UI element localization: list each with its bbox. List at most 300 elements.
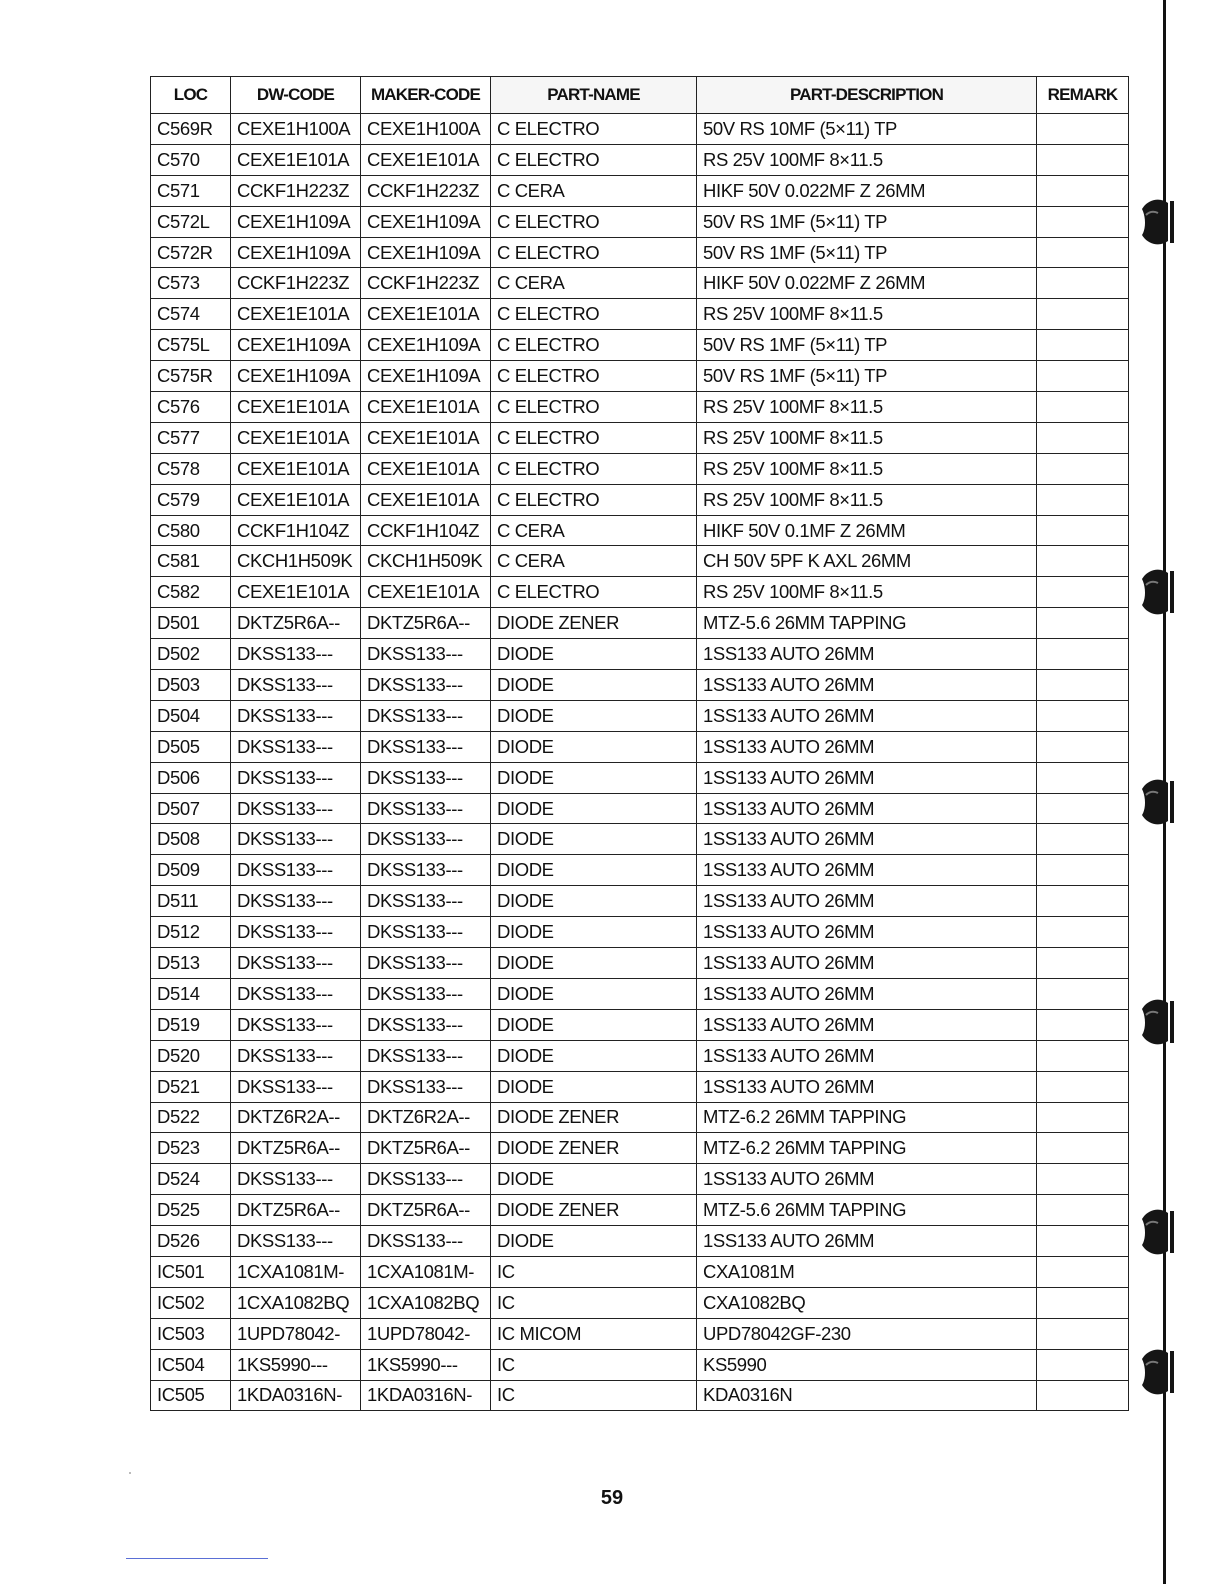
cell-dw-code: DKSS133--- — [231, 978, 361, 1009]
table-row — [151, 206, 1129, 237]
cell-maker-code: DKSS133--- — [361, 948, 491, 979]
cell-maker-code: DKSS133--- — [361, 886, 491, 917]
cell-part-name: C CERA — [491, 268, 697, 299]
cell-maker-code: CEXE1E101A — [361, 299, 491, 330]
cell-maker-code: CEXE1E101A — [361, 484, 491, 515]
col-header-part-name: PART-NAME — [491, 77, 697, 114]
cell-maker-code: DKSS133--- — [361, 1040, 491, 1071]
cell-maker-code: CEXE1E101A — [361, 392, 491, 423]
cell-maker-code: 1KS5990--- — [361, 1349, 491, 1380]
cell-maker-code: CEXE1E101A — [361, 577, 491, 608]
cell-dw-code: CEXE1E101A — [231, 299, 361, 330]
table-row — [151, 1133, 1129, 1164]
cell-part-name: C ELECTRO — [491, 361, 697, 392]
cell-maker-code: DKTZ5R6A-- — [361, 1133, 491, 1164]
table-row — [151, 824, 1129, 855]
cell-loc: D513 — [151, 948, 231, 979]
cell-maker-code: DKSS133--- — [361, 1164, 491, 1195]
cell-loc: D521 — [151, 1071, 231, 1102]
cell-part-description: CXA1082BQ — [697, 1287, 1037, 1318]
cell-loc: C577 — [151, 422, 231, 453]
cell-dw-code: DKSS133--- — [231, 700, 361, 731]
cell-dw-code: 1CXA1081M- — [231, 1256, 361, 1287]
cell-loc: C576 — [151, 392, 231, 423]
cell-remark — [1037, 577, 1129, 608]
cell-maker-code: CCKF1H223Z — [361, 175, 491, 206]
cell-remark — [1037, 1256, 1129, 1287]
cell-part-description: MTZ-5.6 26MM TAPPING — [697, 608, 1037, 639]
cell-part-description: RS 25V 100MF 8×11.5 — [697, 453, 1037, 484]
table-row — [151, 268, 1129, 299]
cell-part-description: 1SS133 AUTO 26MM — [697, 731, 1037, 762]
table-row — [151, 453, 1129, 484]
cell-loc: IC502 — [151, 1287, 231, 1318]
table-row — [151, 762, 1129, 793]
cell-loc: C581 — [151, 546, 231, 577]
cell-dw-code: CEXE1E101A — [231, 484, 361, 515]
cell-remark — [1037, 515, 1129, 546]
cell-part-name: DIODE — [491, 639, 697, 670]
table-row — [151, 515, 1129, 546]
cell-maker-code: DKSS133--- — [361, 762, 491, 793]
cell-part-description: 50V RS 1MF (5×11) TP — [697, 330, 1037, 361]
table-row — [151, 1102, 1129, 1133]
cell-remark — [1037, 793, 1129, 824]
table-row — [151, 546, 1129, 577]
parts-list-table — [150, 76, 1129, 1411]
table-row — [151, 886, 1129, 917]
cell-remark — [1037, 731, 1129, 762]
cell-remark — [1037, 1133, 1129, 1164]
cell-part-description: CH 50V 5PF K AXL 26MM — [697, 546, 1037, 577]
cell-part-description: 1SS133 AUTO 26MM — [697, 1040, 1037, 1071]
cell-dw-code: DKSS133--- — [231, 731, 361, 762]
cell-loc: D506 — [151, 762, 231, 793]
binder-ring-icon — [1138, 995, 1178, 1049]
cell-part-description: 1SS133 AUTO 26MM — [697, 855, 1037, 886]
cell-part-name: IC — [491, 1349, 697, 1380]
cell-dw-code: DKSS133--- — [231, 1164, 361, 1195]
cell-remark — [1037, 1071, 1129, 1102]
cell-loc: D505 — [151, 731, 231, 762]
cell-remark — [1037, 670, 1129, 701]
cell-part-description: 1SS133 AUTO 26MM — [697, 917, 1037, 948]
cell-dw-code: DKSS133--- — [231, 886, 361, 917]
cell-dw-code: CEXE1E101A — [231, 422, 361, 453]
cell-maker-code: DKTZ5R6A-- — [361, 1195, 491, 1226]
cell-remark — [1037, 1318, 1129, 1349]
table-row — [151, 422, 1129, 453]
table-row — [151, 577, 1129, 608]
table-row — [151, 639, 1129, 670]
binder-ring-icon — [1138, 775, 1178, 829]
cell-loc: D507 — [151, 793, 231, 824]
cell-part-description: MTZ-6.2 26MM TAPPING — [697, 1133, 1037, 1164]
cell-part-name: C ELECTRO — [491, 144, 697, 175]
table-row — [151, 1349, 1129, 1380]
col-header-part-description: PART-DESCRIPTION — [697, 77, 1037, 114]
cell-loc: C582 — [151, 577, 231, 608]
cell-remark — [1037, 392, 1129, 423]
cell-loc: C572R — [151, 237, 231, 268]
cell-remark — [1037, 1349, 1129, 1380]
cell-maker-code: DKSS133--- — [361, 700, 491, 731]
cell-part-name: DIODE — [491, 917, 697, 948]
cell-loc: C574 — [151, 299, 231, 330]
cell-remark — [1037, 917, 1129, 948]
cell-dw-code: 1KS5990--- — [231, 1349, 361, 1380]
cell-dw-code: DKTZ5R6A-- — [231, 608, 361, 639]
cell-part-description: 1SS133 AUTO 26MM — [697, 793, 1037, 824]
cell-dw-code: DKSS133--- — [231, 917, 361, 948]
cell-remark — [1037, 1195, 1129, 1226]
cell-dw-code: DKSS133--- — [231, 948, 361, 979]
binder-ring-icon — [1138, 1205, 1178, 1259]
cell-part-description: 1SS133 AUTO 26MM — [697, 670, 1037, 701]
cell-maker-code: CEXE1E101A — [361, 144, 491, 175]
cell-part-description: UPD78042GF-230 — [697, 1318, 1037, 1349]
cell-dw-code: DKSS133--- — [231, 1071, 361, 1102]
cell-part-description: HIKF 50V 0.022MF Z 26MM — [697, 175, 1037, 206]
cell-remark — [1037, 330, 1129, 361]
cell-maker-code: CCKF1H223Z — [361, 268, 491, 299]
cell-part-name: DIODE — [491, 700, 697, 731]
cell-dw-code: DKSS133--- — [231, 1040, 361, 1071]
cell-dw-code: CCKF1H104Z — [231, 515, 361, 546]
cell-part-name: C CERA — [491, 546, 697, 577]
cell-part-name: DIODE — [491, 1164, 697, 1195]
cell-remark — [1037, 886, 1129, 917]
cell-dw-code: CEXE1E101A — [231, 144, 361, 175]
cell-part-description: 50V RS 1MF (5×11) TP — [697, 206, 1037, 237]
cell-remark — [1037, 978, 1129, 1009]
cell-maker-code: DKSS133--- — [361, 1009, 491, 1040]
table-row — [151, 484, 1129, 515]
cell-part-name: IC — [491, 1287, 697, 1318]
cell-maker-code: CCKF1H104Z — [361, 515, 491, 546]
table-row — [151, 978, 1129, 1009]
cell-dw-code: CEXE1H109A — [231, 330, 361, 361]
cell-part-name: C ELECTRO — [491, 484, 697, 515]
cell-part-description: 1SS133 AUTO 26MM — [697, 978, 1037, 1009]
cell-part-description: 1SS133 AUTO 26MM — [697, 886, 1037, 917]
cell-remark — [1037, 1009, 1129, 1040]
cell-maker-code: 1CXA1082BQ — [361, 1287, 491, 1318]
cell-dw-code: DKSS133--- — [231, 824, 361, 855]
table-row — [151, 855, 1129, 886]
cell-maker-code: 1KDA0316N- — [361, 1380, 491, 1411]
cell-part-name: DIODE — [491, 978, 697, 1009]
cell-remark — [1037, 206, 1129, 237]
cell-loc: C578 — [151, 453, 231, 484]
cell-part-name: IC MICOM — [491, 1318, 697, 1349]
cell-maker-code: CKCH1H509K — [361, 546, 491, 577]
cell-part-description: RS 25V 100MF 8×11.5 — [697, 299, 1037, 330]
table-row — [151, 361, 1129, 392]
cell-maker-code: CEXE1H109A — [361, 330, 491, 361]
col-header-loc: LOC — [151, 77, 231, 114]
table-row — [151, 175, 1129, 206]
cell-maker-code: DKSS133--- — [361, 978, 491, 1009]
cell-dw-code: 1CXA1082BQ — [231, 1287, 361, 1318]
cell-dw-code: CEXE1E101A — [231, 392, 361, 423]
cell-remark — [1037, 1102, 1129, 1133]
cell-loc: IC503 — [151, 1318, 231, 1349]
cell-dw-code: CEXE1H109A — [231, 206, 361, 237]
cell-part-description: 1SS133 AUTO 26MM — [697, 1009, 1037, 1040]
cell-maker-code: 1UPD78042- — [361, 1318, 491, 1349]
cell-part-name: DIODE ZENER — [491, 1195, 697, 1226]
cell-remark — [1037, 1226, 1129, 1257]
cell-part-description: 1SS133 AUTO 26MM — [697, 762, 1037, 793]
cell-maker-code: DKSS133--- — [361, 1226, 491, 1257]
cell-loc: D504 — [151, 700, 231, 731]
cell-remark — [1037, 700, 1129, 731]
cell-part-description: MTZ-6.2 26MM TAPPING — [697, 1102, 1037, 1133]
cell-part-name: IC — [491, 1256, 697, 1287]
cell-part-name: DIODE ZENER — [491, 608, 697, 639]
cell-loc: C572L — [151, 206, 231, 237]
cell-part-description: 1SS133 AUTO 26MM — [697, 1226, 1037, 1257]
cell-loc: C579 — [151, 484, 231, 515]
table-row — [151, 1287, 1129, 1318]
cell-dw-code: DKSS133--- — [231, 1226, 361, 1257]
cell-loc: IC504 — [151, 1349, 231, 1380]
table-row — [151, 1380, 1129, 1411]
cell-part-name: DIODE — [491, 762, 697, 793]
cell-part-name: DIODE — [491, 1226, 697, 1257]
cell-part-description: 50V RS 10MF (5×11) TP — [697, 114, 1037, 145]
cell-dw-code: CKCH1H509K — [231, 546, 361, 577]
cell-part-name: C CERA — [491, 515, 697, 546]
cell-part-description: RS 25V 100MF 8×11.5 — [697, 392, 1037, 423]
cell-maker-code: CEXE1E101A — [361, 422, 491, 453]
cell-remark — [1037, 484, 1129, 515]
cell-loc: D508 — [151, 824, 231, 855]
cell-loc: D512 — [151, 917, 231, 948]
table-row — [151, 670, 1129, 701]
table-row — [151, 793, 1129, 824]
table-row — [151, 237, 1129, 268]
cell-part-description: RS 25V 100MF 8×11.5 — [697, 422, 1037, 453]
cell-part-description: 1SS133 AUTO 26MM — [697, 948, 1037, 979]
cell-maker-code: DKSS133--- — [361, 793, 491, 824]
cell-part-name: DIODE — [491, 886, 697, 917]
binder-ring-icon — [1138, 565, 1178, 619]
cell-part-description: 1SS133 AUTO 26MM — [697, 639, 1037, 670]
cell-maker-code: DKTZ6R2A-- — [361, 1102, 491, 1133]
table-row — [151, 948, 1129, 979]
cell-maker-code: CEXE1H100A — [361, 114, 491, 145]
cell-part-description: HIKF 50V 0.022MF Z 26MM — [697, 268, 1037, 299]
cell-remark — [1037, 268, 1129, 299]
cell-part-name: DIODE — [491, 855, 697, 886]
cell-part-name: C ELECTRO — [491, 453, 697, 484]
cell-maker-code: DKSS133--- — [361, 917, 491, 948]
cell-loc: D511 — [151, 886, 231, 917]
cell-loc: D503 — [151, 670, 231, 701]
cell-loc: C569R — [151, 114, 231, 145]
table-header-row — [151, 77, 1129, 114]
table-row — [151, 700, 1129, 731]
cell-loc: D501 — [151, 608, 231, 639]
cell-loc: D523 — [151, 1133, 231, 1164]
table-row — [151, 1009, 1129, 1040]
cell-dw-code: CCKF1H223Z — [231, 175, 361, 206]
cell-dw-code: DKSS133--- — [231, 1009, 361, 1040]
cell-loc: D502 — [151, 639, 231, 670]
cell-remark — [1037, 1164, 1129, 1195]
cell-remark — [1037, 608, 1129, 639]
cell-dw-code: DKSS133--- — [231, 639, 361, 670]
cell-maker-code: CEXE1E101A — [361, 453, 491, 484]
cell-remark — [1037, 114, 1129, 145]
cell-part-name: DIODE — [491, 670, 697, 701]
cell-part-description: 1SS133 AUTO 26MM — [697, 824, 1037, 855]
cell-part-description: RS 25V 100MF 8×11.5 — [697, 577, 1037, 608]
cell-remark — [1037, 144, 1129, 175]
table-body — [151, 114, 1129, 1411]
binding-tail — [1139, 1530, 1163, 1584]
cell-loc: D520 — [151, 1040, 231, 1071]
cell-loc: C570 — [151, 144, 231, 175]
cell-remark — [1037, 762, 1129, 793]
table-row — [151, 1195, 1129, 1226]
cell-part-description: RS 25V 100MF 8×11.5 — [697, 484, 1037, 515]
cell-part-name: C CERA — [491, 175, 697, 206]
cell-part-name: C ELECTRO — [491, 206, 697, 237]
cell-loc: C580 — [151, 515, 231, 546]
table-row — [151, 1040, 1129, 1071]
table-row — [151, 392, 1129, 423]
cell-part-description: 50V RS 1MF (5×11) TP — [697, 237, 1037, 268]
cell-dw-code: 1UPD78042- — [231, 1318, 361, 1349]
cell-part-name: C ELECTRO — [491, 392, 697, 423]
cell-dw-code: DKTZ5R6A-- — [231, 1195, 361, 1226]
cell-remark — [1037, 1380, 1129, 1411]
cell-dw-code: DKTZ6R2A-- — [231, 1102, 361, 1133]
cell-dw-code: DKTZ5R6A-- — [231, 1133, 361, 1164]
cell-part-description: KS5990 — [697, 1349, 1037, 1380]
cell-remark — [1037, 855, 1129, 886]
cell-part-name: IC — [491, 1380, 697, 1411]
cell-part-name: C ELECTRO — [491, 114, 697, 145]
cell-part-name: C ELECTRO — [491, 299, 697, 330]
cell-part-description: CXA1081M — [697, 1256, 1037, 1287]
cell-dw-code: CEXE1E101A — [231, 577, 361, 608]
cell-loc: D525 — [151, 1195, 231, 1226]
cell-part-name: DIODE — [491, 824, 697, 855]
cell-part-name: DIODE — [491, 1040, 697, 1071]
cell-loc: IC505 — [151, 1380, 231, 1411]
cell-loc: C571 — [151, 175, 231, 206]
cell-part-name: DIODE ZENER — [491, 1133, 697, 1164]
col-header-remark: REMARK — [1037, 77, 1129, 114]
cell-part-name: DIODE ZENER — [491, 1102, 697, 1133]
table-row — [151, 299, 1129, 330]
cell-remark — [1037, 546, 1129, 577]
table-row — [151, 608, 1129, 639]
cell-dw-code: CEXE1H100A — [231, 114, 361, 145]
cell-loc: IC501 — [151, 1256, 231, 1287]
table-row — [151, 917, 1129, 948]
page-number: 59 — [600, 1487, 624, 1509]
cell-dw-code: DKSS133--- — [231, 670, 361, 701]
footer-rule — [126, 1558, 268, 1559]
table-row — [151, 1256, 1129, 1287]
cell-part-name: DIODE — [491, 1071, 697, 1102]
cell-loc: D524 — [151, 1164, 231, 1195]
cell-dw-code: DKSS133--- — [231, 793, 361, 824]
cell-maker-code: CEXE1H109A — [361, 237, 491, 268]
table-row — [151, 144, 1129, 175]
cell-loc: C575R — [151, 361, 231, 392]
cell-maker-code: CEXE1H109A — [361, 361, 491, 392]
cell-part-name: DIODE — [491, 731, 697, 762]
cell-part-description: MTZ-5.6 26MM TAPPING — [697, 1195, 1037, 1226]
cell-remark — [1037, 422, 1129, 453]
cell-part-description: RS 25V 100MF 8×11.5 — [697, 144, 1037, 175]
cell-remark — [1037, 639, 1129, 670]
table-row — [151, 1226, 1129, 1257]
cell-part-name: DIODE — [491, 948, 697, 979]
cell-remark — [1037, 299, 1129, 330]
table-row — [151, 1318, 1129, 1349]
cell-maker-code: DKSS133--- — [361, 1071, 491, 1102]
cell-dw-code: CEXE1H109A — [231, 237, 361, 268]
cell-remark — [1037, 824, 1129, 855]
cell-part-description: HIKF 50V 0.1MF Z 26MM — [697, 515, 1037, 546]
cell-maker-code: DKSS133--- — [361, 670, 491, 701]
cell-part-name: DIODE — [491, 793, 697, 824]
cell-part-name: C ELECTRO — [491, 237, 697, 268]
cell-remark — [1037, 453, 1129, 484]
cell-maker-code: DKSS133--- — [361, 855, 491, 886]
cell-remark — [1037, 948, 1129, 979]
cell-remark — [1037, 1287, 1129, 1318]
cell-loc: C575L — [151, 330, 231, 361]
cell-loc: D519 — [151, 1009, 231, 1040]
cell-maker-code: DKTZ5R6A-- — [361, 608, 491, 639]
cell-loc: D514 — [151, 978, 231, 1009]
cell-loc: D526 — [151, 1226, 231, 1257]
cell-dw-code: CCKF1H223Z — [231, 268, 361, 299]
cell-dw-code: CEXE1E101A — [231, 453, 361, 484]
binder-ring-icon — [1138, 1345, 1178, 1399]
cell-part-description: 50V RS 1MF (5×11) TP — [697, 361, 1037, 392]
table-row — [151, 1071, 1129, 1102]
cell-maker-code: 1CXA1081M- — [361, 1256, 491, 1287]
binder-ring-icon — [1138, 195, 1178, 249]
table-row — [151, 731, 1129, 762]
cell-maker-code: DKSS133--- — [361, 824, 491, 855]
cell-dw-code: DKSS133--- — [231, 855, 361, 886]
cell-part-description: 1SS133 AUTO 26MM — [697, 1071, 1037, 1102]
cell-part-description: 1SS133 AUTO 26MM — [697, 700, 1037, 731]
cell-remark — [1037, 1040, 1129, 1071]
cell-part-name: C ELECTRO — [491, 577, 697, 608]
cell-maker-code: DKSS133--- — [361, 639, 491, 670]
cell-part-name: C ELECTRO — [491, 422, 697, 453]
cell-part-name: C ELECTRO — [491, 330, 697, 361]
cell-maker-code: DKSS133--- — [361, 731, 491, 762]
cell-remark — [1037, 237, 1129, 268]
cell-dw-code: DKSS133--- — [231, 762, 361, 793]
cell-dw-code: CEXE1H109A — [231, 361, 361, 392]
cell-part-description: 1SS133 AUTO 26MM — [697, 1164, 1037, 1195]
cell-loc: C573 — [151, 268, 231, 299]
scan-speck — [129, 1472, 131, 1474]
